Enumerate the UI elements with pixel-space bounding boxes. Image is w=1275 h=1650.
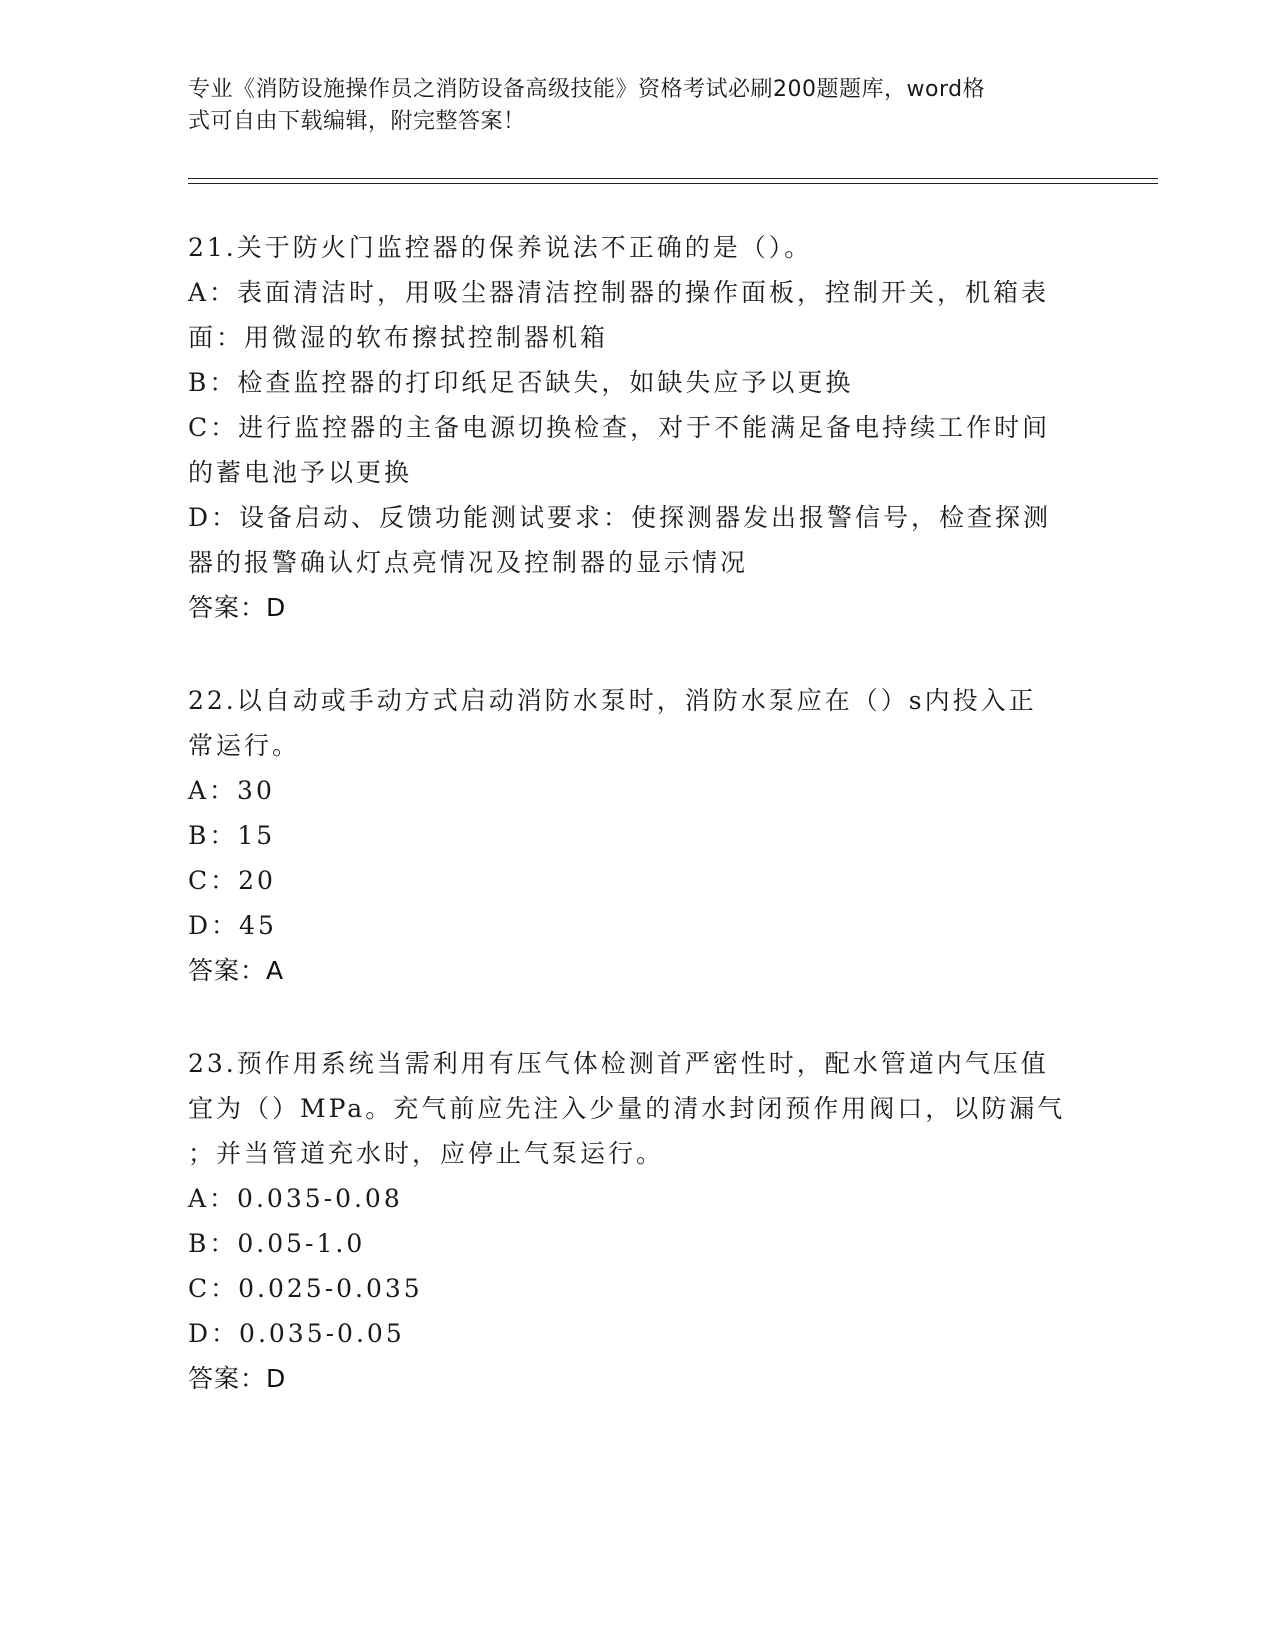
question-22 [188,678,1088,993]
question-stem: 22.以自动或手动方式启动消防水泵时，消防水泵应在（）s内投入正 [188,686,1037,715]
document-header [188,74,1088,138]
answer-label: 答案：A [188,956,285,985]
option-a: A：表面清洁时，用吸尘器清洁控制器的操作面板，控制开关，机箱表 [188,278,1050,307]
option-c: C：0.025-0.035 [188,1274,423,1303]
option-b: B：检查监控器的打印纸足否缺失，如缺失应予以更换 [188,368,854,397]
question-stem: 23.预作用系统当需利用有压气体检测首严密性时，配水管道内气压值 [188,1049,1049,1078]
option-c: C：进行监控器的主备电源切换检查，对于不能满足备电持续工作时间 [188,413,1051,442]
option-d-continued: 器的报警确认灯点亮情况及控制器的显示情况 [188,548,749,577]
option-b: B：0.05-1.0 [188,1229,366,1258]
question-23 [188,1041,1088,1401]
question-stem-continued: ；并当管道充水时，应停止气泵运行。 [188,1139,665,1168]
header-line-1: 专业《消防设施操作员之消防设备高级技能》资格考试必刷200题题库，word格 [188,77,986,102]
answer-label: 答案：D [188,1364,287,1393]
question-21 [188,225,1088,630]
header-divider-top [188,178,1158,179]
option-c: C：20 [188,866,276,895]
option-d: D：设备启动、反馈功能测试要求：使探测器发出报警信号，检查探测 [188,503,1052,532]
question-stem-continued: 宜为（）MPa。充气前应先注入少量的清水封闭预作用阀口，以防漏气 [188,1094,1066,1123]
option-a: A：30 [188,776,275,805]
answer-label: 答案：D [188,593,287,622]
question-stem: 21.关于防火门监控器的保养说法不正确的是（）。 [188,233,813,262]
option-a-continued: 面：用微湿的软布擦拭控制器机箱 [188,323,609,352]
question-stem-continued: 常运行。 [188,731,301,760]
option-c-continued: 的蓄电池予以更换 [188,458,413,487]
option-a: A：0.035-0.08 [188,1184,403,1213]
option-d: D：45 [188,911,277,940]
question-list [188,225,1088,1449]
header-divider-bottom [188,183,1158,184]
header-line-2: 式可自由下载编辑，附完整答案！ [188,109,526,134]
option-d: D：0.035-0.05 [188,1319,405,1348]
option-b: B：15 [188,821,276,850]
